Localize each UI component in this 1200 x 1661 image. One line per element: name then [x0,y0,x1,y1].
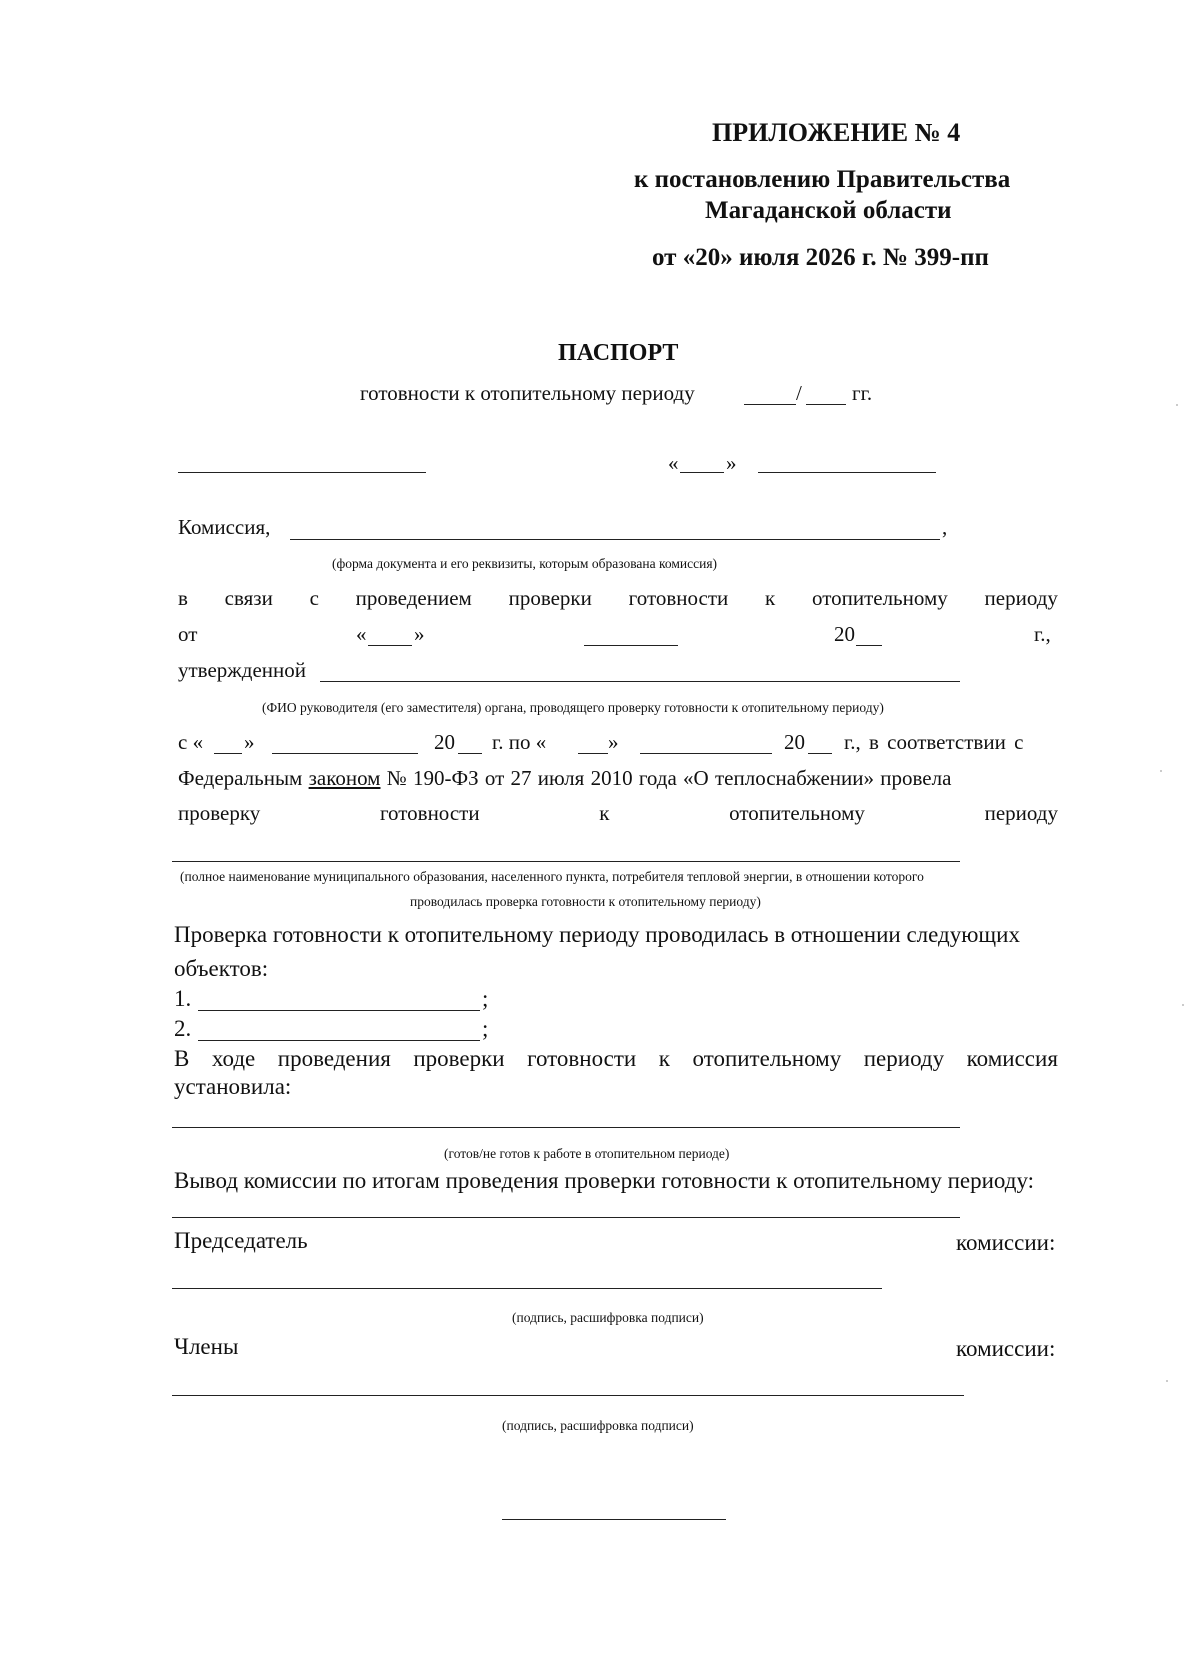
findings-blank [172,1127,960,1128]
findings-label: установила: [174,1074,292,1099]
date-close-quote: » [726,451,737,475]
word: проверки [508,586,592,610]
from-label: от [178,622,198,646]
word: к [658,1046,670,1071]
commission-label: Комиссия, [178,515,271,539]
law-pre: Федеральным [178,766,303,790]
word: проверку [178,801,261,825]
appendix-number: ПРИЛОЖЕНИЕ № 4 [712,118,961,147]
scan-speck [1176,404,1178,406]
object-item-2-end: ; [482,1016,489,1041]
from-close-quote: » [414,622,425,646]
findings-line [174,1046,1058,1072]
period-start-label: с « [178,730,204,754]
connection-line [178,586,1058,611]
word: отопительному [811,586,948,610]
period-po-label: г. по « [492,730,547,754]
object-item-1-end: ; [482,986,489,1011]
conclusion-blank [172,1217,960,1218]
subtitle-text: готовности к отопительному периоду [360,381,695,405]
members-signature-blank [172,1395,964,1396]
law-link[interactable]: законом [308,766,381,790]
word: к [765,586,776,610]
findings-caption: (готов/не готов к работе в отопительном периоде) [444,1146,730,1161]
from-year-blank [856,645,882,646]
date-day-blank [680,472,724,473]
period-end-year: 20 [784,730,805,754]
law-line [178,766,951,791]
period-suffix: гг. [852,381,873,405]
from-year-suffix: г., [1034,622,1051,646]
object-item-1-blank [198,1010,480,1011]
word: готовности [379,801,480,825]
word: периоду [984,586,1058,610]
members-label-right: комиссии: [956,1336,1056,1361]
period-start-year-blank [458,753,482,754]
resolution-line: к постановлению Правительства [634,166,1011,193]
chair-caption: (подпись, расшифровка подписи) [512,1310,704,1325]
word: проведением [355,586,472,610]
word: периоду [863,1046,945,1071]
place-blank [178,472,426,473]
date-open-quote: « [668,451,679,475]
scan-speck [1166,1380,1168,1382]
objects-intro: Проверка готовности к отопительному периоду проводилась в отношении следующих [174,922,1020,947]
date-month-blank [758,472,936,473]
region-line: Магаданской области [705,197,952,224]
word: готовности [628,586,729,610]
objects-label: объектов: [174,956,269,981]
period-end-close: » [608,730,619,754]
object-item-2-blank [198,1040,480,1041]
word: отопительному [692,1046,842,1071]
word: в [178,586,188,610]
chair-signature-blank [172,1288,882,1289]
word: связи [224,586,273,610]
chair-label: Председатель [174,1228,308,1253]
word: готовности [527,1046,637,1071]
word: комиссия [966,1046,1058,1071]
period-blank-1 [744,404,796,405]
check-blank [172,861,960,862]
period-start-day-blank [214,753,242,754]
law-post: № 190-ФЗ от 27 июля 2010 года «О теплоснабжении» провела [386,766,952,790]
object-item-1-number: 1. [174,986,192,1011]
word: периоду [984,801,1058,825]
period-tail: г., в соответствии с [844,730,1024,754]
word: с [309,586,319,610]
object-item-2-number: 2. [174,1016,192,1041]
chair-label-right: комиссии: [956,1230,1056,1255]
from-day-blank [368,645,412,646]
from-year-prefix: 20 [834,622,855,646]
commission-caption: (форма документа и его реквизиты, которым образована комиссия) [332,556,718,571]
from-month-blank [584,645,678,646]
period-blank-2 [806,404,846,405]
closing-rule [502,1519,726,1520]
page-title: ПАСПОРТ [558,340,679,366]
word: отопительному [729,801,865,825]
period-end-day-blank [578,753,608,754]
conclusion-text: Вывод комиссии по итогам проведения проверки готовности к отопительному периоду: [174,1168,1035,1193]
word: проведения [277,1046,391,1071]
word: к [599,801,610,825]
word: В [174,1046,190,1071]
period-start-month-blank [272,753,418,754]
word: проверки [413,1046,505,1071]
period-end-month-blank [640,753,772,754]
approved-caption: (ФИО руководителя (его заместителя) органа, проводящего проверку готовности к отопительному периоду) [262,700,884,715]
period-start-year: 20 [434,730,455,754]
commission-comma: , [942,515,948,539]
resolution-date: от «20» июля 2026 г. № 399-пп [652,244,989,271]
word: ходе [211,1046,256,1071]
check-line [178,801,1058,826]
scan-speck [1182,1004,1184,1006]
period-slash: / [796,381,802,405]
check-caption-1: (полное наименование муниципального образования, населенного пункта, потребителя тепловой энергии, в отношении которого [180,869,924,884]
approved-blank [320,681,960,682]
period-start-close: » [244,730,255,754]
approved-label: утвержденной [178,658,307,682]
members-caption: (подпись, расшифровка подписи) [502,1418,694,1433]
check-caption-2: проводилась проверка готовности к отопительному периоду) [410,894,761,909]
members-label: Члены [174,1334,239,1359]
period-end-year-blank [808,753,832,754]
scan-speck [1160,770,1162,772]
from-open-quote: « [356,622,367,646]
commission-blank [290,539,940,540]
